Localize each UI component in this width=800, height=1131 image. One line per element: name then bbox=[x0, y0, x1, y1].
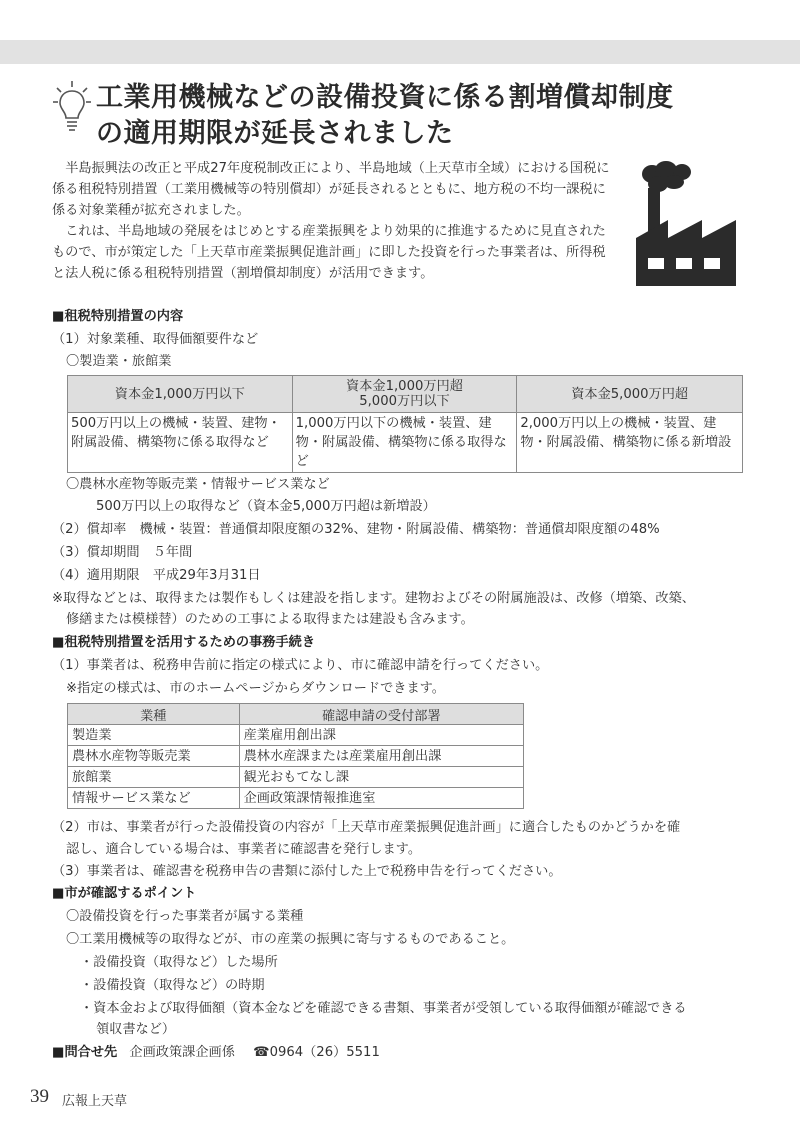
section-heading-measures: ■租税特別措置の内容 bbox=[52, 309, 184, 324]
table-cell: 企画政策課情報推進室 bbox=[239, 788, 523, 809]
measure-item-1: （1）対象業種、取得価額要件など bbox=[52, 332, 259, 347]
procedure-item-2a: （2）市は、事業者が行った設備投資の内容が「上天草市産業振興促進計画」に適合したものかどうかを確 bbox=[52, 820, 681, 835]
section-heading-checkpoints: ■市が確認するポイント bbox=[52, 886, 197, 901]
table-header: 資本金5,000万円超 bbox=[517, 376, 743, 413]
table-cell: 500万円以上の機械・装置、建物・附属設備、構築物に係る取得など bbox=[68, 413, 293, 473]
lightbulb-icon bbox=[52, 80, 92, 132]
procedure-item-3: （3）事業者は、確認書を税務申告の書類に添付した上で税務申告を行ってください。 bbox=[52, 864, 562, 879]
intro-text bbox=[52, 158, 618, 284]
title-line-2: の適用期限が延長されました bbox=[96, 118, 454, 149]
header-band bbox=[0, 40, 800, 64]
procedure-item-1: （1）事業者は、税務申告前に指定の様式により、市に確認申請を行ってください。 bbox=[52, 658, 549, 673]
title-line-1: 工業用機械などの設備投資に係る割増償却制度 bbox=[96, 82, 674, 113]
table-cell: 製造業 bbox=[68, 725, 240, 746]
capital-requirements-table bbox=[67, 375, 743, 473]
measure-item-4: （4）適用期限 平成29年3月31日 bbox=[52, 568, 261, 583]
factory-icon bbox=[628, 160, 744, 286]
checkpoint-bullet-3a: ・資本金および取得価額（資本金などを確認できる書類、事業者が受領している取得価額が確認できる bbox=[80, 1001, 687, 1016]
table-header: 資本金1,000万円超 5,000万円以下 bbox=[292, 376, 517, 413]
table-cell: 農林水産物等販売業 bbox=[68, 746, 240, 767]
table-cell: 観光おもてなし課 bbox=[239, 767, 523, 788]
checkpoint-bullet-2: ・設備投資（取得など）の時期 bbox=[80, 978, 265, 993]
table-header: 資本金1,000万円以下 bbox=[68, 376, 293, 413]
page-title bbox=[96, 80, 674, 152]
table-cell: 2,000万円以上の機械・装置、建物・附属設備、構築物に係る新増設 bbox=[517, 413, 743, 473]
page-number: 39 bbox=[30, 1086, 49, 1107]
contact-dept: 企画政策課企画係 bbox=[129, 1045, 235, 1060]
measure-sub-manufacturing: 〇製造業・旅館業 bbox=[66, 354, 172, 369]
table-cell: 旅館業 bbox=[68, 767, 240, 788]
table-row bbox=[68, 725, 524, 746]
section-heading-procedure: ■租税特別措置を活用するための事務手続き bbox=[52, 635, 316, 650]
checkpoint-2: 〇工業用機械等の取得などが、市の産業の振興に寄与するものであること。 bbox=[66, 932, 515, 947]
contact-info bbox=[52, 1043, 380, 1063]
table-row bbox=[68, 746, 524, 767]
procedure-item-2b: 認し、適合している場合は、事業者に確認書を発行します。 bbox=[66, 842, 422, 857]
measure-sub-agri-detail: 500万円以上の取得など（資本金5,000万円超は新増設） bbox=[96, 499, 436, 514]
procedure-note: ※指定の様式は、市のホームページからダウンロードできます。 bbox=[66, 681, 445, 696]
checkpoint-bullet-1: ・設備投資（取得など）した場所 bbox=[80, 955, 278, 970]
table-cell: 1,000万円以下の機械・装置、建物・附属設備、構築物に係る取得など bbox=[292, 413, 517, 473]
table-header: 確認申請の受付部署 bbox=[239, 704, 523, 725]
department-table bbox=[67, 703, 524, 809]
measure-sub-agri: 〇農林水産物等販売業・情報サービス業など bbox=[66, 477, 330, 492]
intro-paragraph-2: これは、半島地域の発展をはじめとする産業振興をより効果的に推進するために見直されたもので、市が策定した「上天草市産業振興促進計画」に即した投資を行った事業者は、所得税と法人税に係る租税特別措置（割増償却制度）が活用できます。 bbox=[52, 224, 606, 281]
measure-note-2: 修繕または模様替）のための工事による取得または建設も含みます。 bbox=[66, 612, 474, 627]
contact-label: ■問合せ先 bbox=[52, 1045, 118, 1060]
measure-note-1: ※取得などとは、取得または製作もしくは建設を指します。建物およびその附属施設は、改修（増築、改築、 bbox=[52, 591, 695, 606]
checkpoint-1: 〇設備投資を行った事業者が属する業種 bbox=[66, 909, 304, 924]
checkpoint-bullet-3b: 領収書など） bbox=[96, 1022, 176, 1037]
table-cell: 産業雇用創出課 bbox=[239, 725, 523, 746]
intro-paragraph-1: 半島振興法の改正と平成27年度税制改正により、半島地域（上天草市全域）における国税に係る租税特別措置（工業用機械等の特別償却）が延長されるとともに、地方税の不均一課税に係る対象業種が拡充されました。 bbox=[52, 161, 610, 218]
table-row bbox=[68, 788, 524, 809]
table-cell: 農林水産課または産業雇用創出課 bbox=[239, 746, 523, 767]
measure-item-3: （3）償却期間 ５年間 bbox=[52, 545, 193, 560]
table-cell: 情報サービス業など bbox=[68, 788, 240, 809]
table-row bbox=[68, 767, 524, 788]
contact-phone: 0964（26）5511 bbox=[269, 1045, 380, 1060]
measure-item-2: （2）償却率 機械・装置：普通償却限度額の32%、建物・附属設備、構築物：普通償却限度額の48% bbox=[52, 522, 660, 537]
publication-name: 広報上天草 bbox=[62, 1094, 128, 1109]
table-header: 業種 bbox=[68, 704, 240, 725]
phone-icon: ☎ bbox=[253, 1045, 270, 1060]
